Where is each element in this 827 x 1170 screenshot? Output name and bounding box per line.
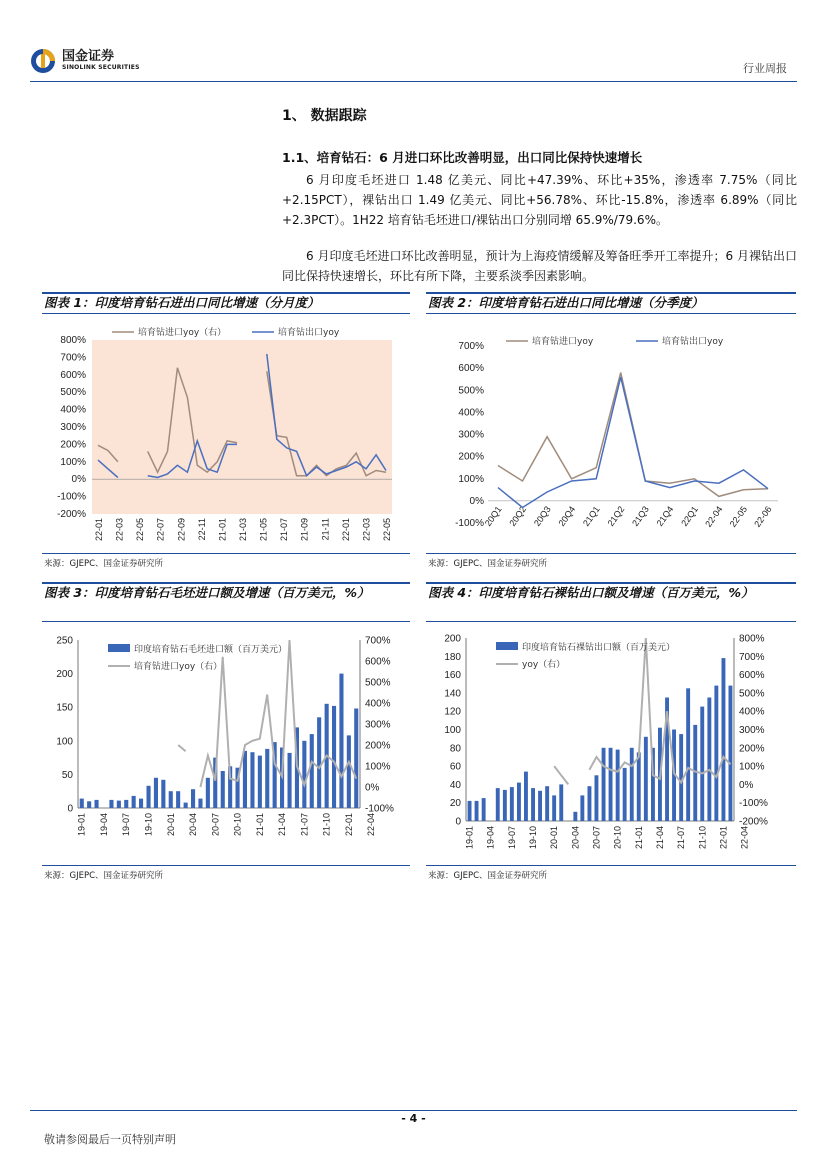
chart4-bar — [559, 784, 563, 821]
chart4-x-tick: 20-07 — [591, 826, 602, 850]
chart-1 — [42, 318, 410, 548]
chart3-x-tick: 22-04 — [366, 813, 377, 837]
chart4-y-left-tick: 0 — [455, 816, 461, 828]
chart3-y-left-tick: 250 — [56, 635, 73, 647]
fig3-title: 图表 3：印度培育钻石毛坯进口额及增速（百万美元，%） — [44, 585, 370, 600]
chart4-x-tick: 20-01 — [549, 826, 560, 850]
header-divider — [30, 81, 797, 82]
chart3-x-tick: 19-04 — [98, 813, 109, 837]
chart4-y-left-tick: 180 — [444, 651, 461, 663]
chart2-y-tick: 600% — [458, 363, 484, 375]
chart4-bar — [517, 783, 521, 821]
chart3-y-right-tick: 700% — [365, 635, 391, 647]
chart3-y-right-tick: 100% — [365, 761, 391, 773]
chart1-y-tick: 600% — [60, 369, 86, 381]
chart1-y-tick: 500% — [60, 387, 86, 399]
chart4-y-right-tick: 400% — [739, 706, 765, 718]
chart4-legend-line-label: yoy（右） — [522, 660, 566, 670]
chart4-y-left-tick: 140 — [444, 688, 461, 700]
chart4-bar — [531, 788, 535, 821]
chart3-bar — [243, 751, 247, 808]
chart4-x-tick: 21-10 — [697, 826, 708, 850]
chart1-legend-label: 培育钻出口yoy — [278, 328, 340, 338]
chart4-bar — [714, 686, 718, 821]
chart3-bar — [198, 799, 202, 808]
footer-divider — [30, 1110, 797, 1111]
chart3-bar — [124, 800, 128, 808]
chart4-bar — [468, 801, 472, 821]
chart4-y-right-tick: 700% — [739, 651, 765, 663]
chart3-bar — [310, 734, 314, 808]
chart2-y-tick: 100% — [458, 473, 484, 485]
chart3-y-left-tick: 0 — [67, 803, 73, 815]
chart1-x-tick: 22-09 — [176, 518, 187, 542]
chart1-x-tick: 22-11 — [196, 518, 207, 541]
fig4-bottom-rule — [426, 865, 796, 866]
chart3-bar — [161, 780, 165, 808]
chart4-x-tick: 19-07 — [506, 826, 517, 850]
chart3-bar — [169, 791, 173, 808]
chart3-bar — [191, 789, 195, 808]
chart3-x-tick: 20-01 — [165, 813, 176, 837]
chart3-y-right-tick: 200% — [365, 740, 391, 752]
chart4-bar — [616, 750, 620, 821]
chart2-y-tick: 300% — [458, 429, 484, 441]
disclaimer: 敬请参阅最后一页特别声明 — [44, 1133, 176, 1146]
chart3-bar — [332, 706, 336, 808]
fig3-bottom-rule — [42, 865, 410, 866]
fig1-bottom-rule — [42, 553, 410, 554]
chart4-y-right-tick: 200% — [739, 743, 765, 755]
chart4-y-right-tick: -200% — [739, 816, 768, 828]
chart4-y-left-tick: 40 — [449, 779, 461, 791]
chart4-y-left-tick: 160 — [444, 670, 461, 682]
chart3-y-right-tick: 0% — [365, 782, 380, 794]
paragraph-1: 6 月印度毛坯进口 1.48 亿美元、同比+47.39%、环比+35%，渗透率 7.75%（同比+2.15PCT），裸钻出口 1.49 亿美元、同比+56.78%、环比-15.8%，渗透率 6.89%（同比+2.3PCT）。1H22 培育钻毛坯进口/裸钻出口分别同增 65.9%/79.6%。 — [282, 173, 797, 227]
chart4-x-tick: 19-04 — [485, 826, 496, 850]
chart3-x-tick: 21-07 — [299, 813, 310, 837]
chart3-y-left-tick: 100 — [56, 736, 73, 748]
chart1-x-tick: 22-05 — [135, 518, 146, 542]
company-name-en: SINOLINK SECURITIES — [62, 64, 140, 71]
fig4-source: 来源：GJEPC、国金证券研究所 — [428, 871, 548, 881]
chart3-bar — [80, 799, 84, 808]
chart1-x-tick: 21-11 — [320, 518, 331, 541]
chart1-x-tick: 22-05 — [382, 518, 392, 542]
chart4-x-tick: 22-01 — [718, 826, 729, 850]
chart3-bar — [302, 741, 306, 808]
chart1-plot-area — [92, 340, 392, 514]
chart3-bar — [109, 800, 113, 808]
company-logo — [30, 48, 140, 74]
chart4-bar — [496, 788, 500, 821]
chart2-legend-label: 培育钻出口yoy — [662, 337, 724, 347]
company-name-cn: 国金证券 — [62, 49, 115, 64]
chart3-bar — [132, 796, 136, 808]
chart2-x-tick: 22Q1 — [679, 504, 701, 529]
chart4-bar — [644, 737, 648, 821]
chart4-x-tick: 21-01 — [633, 826, 644, 850]
fig4-title-rule — [426, 621, 796, 622]
paragraph-2: 6 月印度毛坯进口环比改善明显，预计为上海疫情缓解及筹备旺季开工率提升；6 月裸钻出口同比保持快速增长，环比有所下降，主要系淡季因素影响。 — [282, 249, 797, 283]
chart4-bar — [700, 707, 704, 821]
chart4-bar — [545, 786, 549, 821]
chart4-y-left-tick: 100 — [444, 725, 461, 736]
chart4-bar — [588, 786, 592, 821]
chart2-series-1-seg-0 — [498, 377, 768, 508]
chart3-bar — [317, 717, 321, 808]
chart1-y-tick: 300% — [60, 422, 86, 433]
chart2-y-tick: 700% — [458, 341, 484, 352]
chart3-bar — [117, 801, 121, 808]
chart3-y-right-tick: 400% — [365, 698, 391, 710]
chart3-y-left-tick: 200 — [56, 669, 73, 681]
chart4-y-right-tick: 500% — [739, 688, 765, 700]
chart1-y-tick: 700% — [60, 352, 86, 364]
chart1-y-tick: 800% — [60, 335, 86, 346]
chart3-x-tick: 20-07 — [210, 813, 221, 837]
page-number: - 4 - — [401, 1112, 426, 1125]
chart3-bar — [250, 752, 254, 808]
chart2-x-tick: 20Q3 — [531, 504, 553, 529]
fig1-source: 来源：GJEPC、国金证券研究所 — [44, 559, 164, 569]
section-title: 1、 数据跟踪 — [282, 108, 367, 124]
chart1-y-tick: 400% — [60, 404, 86, 416]
report-type: 行业周报 — [743, 62, 787, 75]
chart4-legend-swatch-bar — [496, 642, 518, 650]
chart4-y-right-tick: -100% — [739, 798, 768, 810]
chart4-bar — [573, 812, 577, 821]
chart2-x-tick: 21Q2 — [605, 504, 627, 529]
chart4-x-tick: 19-10 — [528, 826, 538, 850]
chart4-bar — [595, 775, 599, 821]
chart3-yoy-line-seg-0 — [178, 745, 185, 751]
chart3-bar — [206, 778, 210, 808]
chart3-bar — [339, 674, 343, 808]
chart2-x-tick: 21Q1 — [580, 504, 602, 529]
fig2-source: 来源：GJEPC、国金证券研究所 — [428, 559, 548, 569]
chart2-y-tick: 200% — [458, 451, 484, 463]
chart-4 — [426, 626, 796, 864]
chart4-bar — [623, 768, 627, 821]
chart3-x-tick: 19-01 — [76, 813, 87, 837]
chart3-x-tick: 19-10 — [143, 813, 154, 837]
chart4-bar — [580, 795, 584, 821]
logo-icon — [30, 48, 56, 74]
chart4-legend-bar-label: 印度培育钻石裸钻出口额（百万美元） — [522, 643, 676, 653]
chart4-bar — [707, 698, 711, 822]
chart2-y-tick: 0% — [469, 495, 484, 507]
chart1-x-tick: 22-01 — [340, 518, 351, 542]
chart4-y-right-tick: 300% — [739, 725, 765, 736]
chart4-y-left-tick: 80 — [449, 743, 461, 755]
chart3-x-tick: 19-07 — [121, 813, 132, 837]
chart4-bar — [524, 772, 528, 821]
chart1-x-tick: 22-03 — [114, 518, 125, 542]
chart4-y-left-tick: 20 — [449, 798, 461, 810]
chart3-y-left-tick: 50 — [61, 769, 73, 781]
chart1-x-tick: 21-05 — [258, 518, 269, 542]
chart1-x-tick: 21-07 — [279, 518, 290, 542]
chart3-x-tick: 22-01 — [343, 813, 354, 837]
chart1-x-tick: 21-03 — [238, 518, 248, 542]
chart2-x-tick: 20Q4 — [556, 504, 578, 529]
chart3-x-tick: 21-10 — [321, 813, 332, 837]
chart4-y-right-tick: 100% — [739, 761, 765, 773]
chart4-bar — [482, 798, 486, 821]
chart4-bar — [637, 752, 641, 821]
chart3-bar — [265, 749, 269, 808]
chart3-x-tick: 20-10 — [232, 813, 243, 837]
chart1-legend-label: 培育钻进口yoy（右） — [138, 328, 227, 338]
chart4-x-tick: 19-01 — [464, 826, 475, 850]
chart3-y-right-tick: 600% — [365, 656, 391, 668]
chart1-x-tick: 21-09 — [299, 518, 310, 542]
chart2-x-tick: 21Q4 — [654, 504, 676, 529]
chart3-bar — [221, 771, 225, 808]
chart4-bar — [475, 801, 479, 821]
chart1-x-tick: 22-01 — [94, 518, 104, 542]
fig2-bottom-rule — [426, 553, 796, 554]
chart1-y-tick: 100% — [60, 456, 86, 468]
chart4-bar — [602, 748, 606, 821]
chart4-y-left-tick: 120 — [444, 706, 461, 718]
chart3-y-right-tick: 500% — [365, 677, 391, 689]
chart1-y-tick: -200% — [57, 509, 86, 520]
fig1-title: 图表 1：印度培育钻石进出口同比增速（分月度） — [44, 295, 320, 310]
chart3-bar — [147, 786, 151, 808]
chart2-x-tick: 22-06 — [752, 504, 774, 529]
chart4-bar — [503, 790, 507, 821]
chart4-bar — [722, 658, 726, 821]
chart4-y-right-tick: 0% — [739, 779, 754, 791]
fig2-title-rule — [426, 313, 796, 314]
chart4-bar — [729, 686, 733, 821]
fig4-title: 图表 4：印度培育钻石裸钻出口额及增速（百万美元，%） — [428, 585, 754, 600]
chart3-legend-swatch-bar — [108, 644, 130, 652]
chart4-x-tick: 21-07 — [676, 826, 687, 850]
chart3-bar — [288, 753, 292, 808]
chart3-bar — [176, 791, 180, 808]
chart3-bar — [258, 756, 262, 808]
chart4-yoy-line-seg-0 — [554, 766, 568, 784]
chart2-x-tick: 21Q3 — [630, 504, 651, 529]
chart3-bar — [95, 800, 99, 808]
chart3-legend-bar-label: 印度培育钻石毛坯进口额（百万美元） — [134, 645, 288, 655]
chart4-bar — [510, 787, 514, 821]
chart4-x-tick: 21-04 — [654, 826, 665, 850]
chart2-x-tick: 22-05 — [727, 504, 750, 529]
chart4-x-tick: 22-04 — [739, 826, 750, 850]
chart3-bar — [154, 778, 158, 808]
fig1-title-rule — [42, 313, 410, 314]
fig2-title: 图表 2：印度培育钻石进出口同比增速（分季度） — [428, 295, 704, 310]
chart3-bar — [139, 799, 143, 808]
page-header — [30, 40, 797, 80]
chart4-x-tick: 20-10 — [612, 826, 623, 850]
chart4-bar — [630, 748, 634, 821]
chart4-y-right-tick: 800% — [739, 633, 765, 645]
chart3-bar — [184, 803, 188, 808]
chart4-y-right-tick: 600% — [739, 670, 765, 682]
chart2-x-tick: 22-04 — [703, 504, 725, 529]
chart3-bar — [354, 709, 358, 809]
chart-3 — [42, 626, 410, 864]
chart3-y-left-tick: 150 — [56, 702, 73, 714]
fig3-source: 来源：GJEPC、国金证券研究所 — [44, 871, 164, 881]
chart3-x-tick: 20-04 — [188, 813, 199, 837]
chart2-x-tick: 20Q1 — [482, 504, 504, 529]
chart3-bar — [87, 801, 91, 808]
chart3-bar — [347, 735, 351, 808]
fig3-title-rule — [42, 621, 410, 622]
chart2-legend-label: 培育钻进口yoy — [532, 337, 594, 347]
chart3-y-right-tick: -100% — [365, 803, 394, 815]
chart4-x-tick: 20-04 — [570, 826, 581, 850]
chart4-bar — [686, 688, 690, 821]
chart1-y-tick: -100% — [57, 491, 86, 503]
chart2-y-tick: -100% — [455, 518, 484, 529]
chart3-x-tick: 21-01 — [254, 813, 265, 837]
chart1-x-tick: 22-07 — [155, 518, 166, 542]
chart3-legend-line-label: 培育钻进口yoy（右） — [134, 662, 223, 672]
chart1-x-tick: 22-03 — [361, 518, 372, 542]
chart4-y-left-tick: 60 — [449, 761, 461, 773]
chart4-bar — [552, 795, 556, 821]
chart3-x-tick: 21-04 — [277, 813, 288, 837]
chart4-y-left-tick: 200 — [444, 633, 461, 645]
chart-2 — [426, 318, 796, 548]
chart3-y-right-tick: 300% — [365, 719, 391, 731]
chart2-y-tick: 500% — [458, 385, 484, 397]
chart1-y-tick: 0% — [71, 474, 86, 486]
subsection-title: 1.1、培育钻石：6 月进口环比改善明显，出口同比保持快速增长 — [282, 150, 643, 165]
chart1-y-tick: 200% — [60, 439, 86, 451]
chart4-bar — [538, 791, 542, 821]
chart4-bar — [609, 748, 613, 821]
chart2-y-tick: 400% — [458, 407, 484, 419]
chart2-x-tick: 20Q2 — [507, 504, 529, 529]
chart1-x-tick: 21-01 — [217, 518, 228, 542]
